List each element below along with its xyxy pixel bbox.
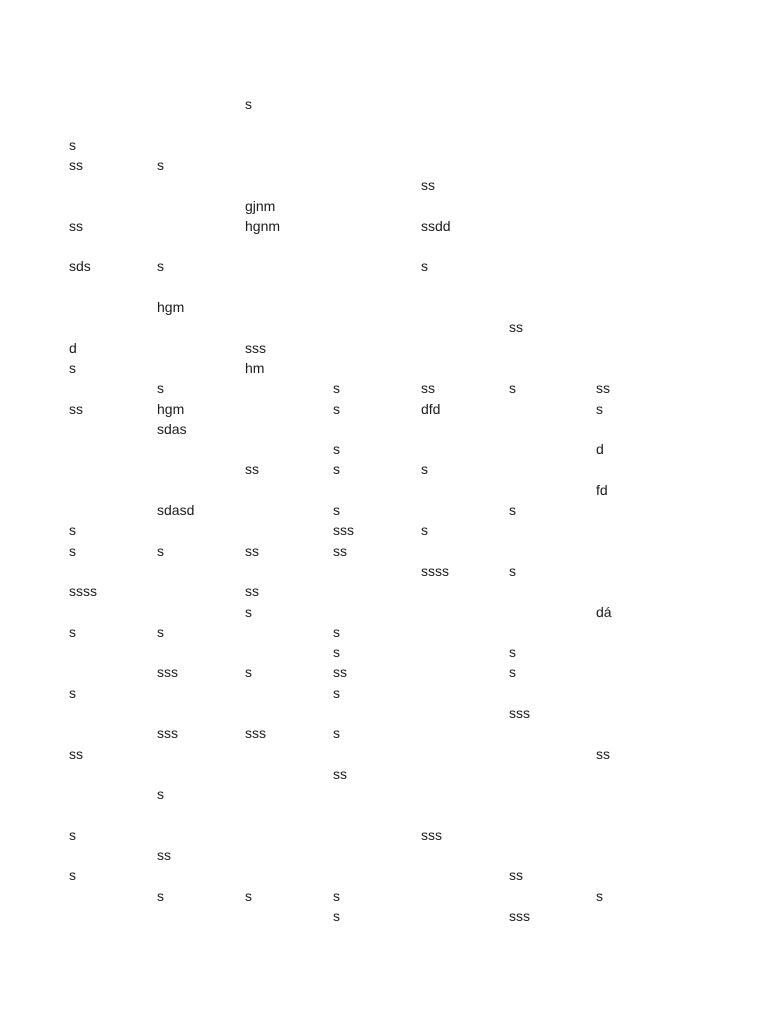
cell-r24-c6: s [509,562,516,579]
cell-r9-c2: s [157,258,164,275]
cell-r33-c1: ss [69,745,83,762]
cell-r13-c3: sss [245,339,266,356]
cell-r22-c5: s [421,522,428,539]
cell-r37-c1: s [69,826,76,843]
cell-r6-c3: gjnm [245,197,276,214]
cell-r7-c1: ss [69,217,83,234]
cell-r35-c2: s [157,786,164,803]
cell-r25-c3: ss [245,583,259,600]
cell-r37-c5: sss [421,826,442,843]
cell-r15-c7: ss [596,380,610,397]
cell-r9-c5: s [421,258,428,275]
cell-r22-c1: s [69,522,76,539]
cell-r31-c6: sss [509,705,530,721]
cell-r29-c4: ss [333,664,347,681]
cell-r9-c1: sds [69,258,91,275]
cell-r7-c5: ssdd [421,217,451,234]
cell-r20-c7: fd [596,481,608,498]
cell-r27-c2: s [157,623,164,640]
cell-r19-c3: ss [245,461,259,478]
cell-r40-c3: s [245,887,252,904]
cell-r33-c7: ss [596,745,610,762]
cell-r40-c2: s [157,887,164,904]
cell-r3-c1: s [69,136,76,153]
cell-r16-c2: hgm [157,400,185,417]
cell-r29-c3: s [245,664,252,681]
cell-r30-c4: s [333,684,340,701]
cell-r14-c3: hm [245,359,265,376]
cell-r21-c4: s [333,502,340,518]
cell-r23-c4: ss [333,542,347,559]
cell-r16-c4: s [333,400,340,417]
cell-r12-c6: ss [509,319,523,336]
cell-r32-c3: sss [245,725,266,742]
cell-r15-c5: ss [421,380,435,397]
cell-r5-c5: ss [421,177,435,194]
cell-r39-c1: s [69,867,76,884]
cell-r19-c5: s [421,461,428,478]
cell-r15-c2: s [157,380,164,397]
cell-r23-c3: ss [245,542,259,559]
cell-r16-c5: dfd [421,400,441,417]
cell-r26-c7: dá [596,603,612,620]
cell-r15-c4: s [333,380,340,397]
cell-r7-c3: hgnm [245,217,281,234]
cell-r21-c2: sdasd [157,502,195,518]
cell-r38-c2: ss [157,847,171,864]
cell-r28-c4: s [333,644,340,661]
cell-r4-c1: ss [69,156,83,173]
cell-r19-c4: s [333,461,340,478]
cell-r22-c4: sss [333,522,354,539]
cell-r32-c2: sss [157,725,178,742]
cell-r17-c2: sdas [157,420,187,437]
cell-r16-c7: s [596,400,603,417]
cell-r18-c7: d [596,441,604,458]
cell-r34-c4: ss [333,765,347,782]
cell-r23-c2: s [157,542,164,559]
cell-r30-c1: s [69,684,76,701]
cell-r39-c6: ss [509,867,523,884]
cell-r32-c4: s [333,725,340,742]
cell-r16-c1: ss [69,400,83,417]
cell-r15-c6: s [509,380,516,397]
cell-r25-c1: ssss [69,583,97,600]
cell-r4-c2: s [157,156,164,173]
cell-r23-c1: s [69,542,76,559]
cell-r11-c2: hgm [157,299,185,315]
cell-r26-c3: s [245,603,252,620]
cell-r13-c1: d [69,339,77,356]
cell-r27-c4: s [333,623,340,640]
cell-r21-c6: s [509,502,516,518]
cell-r29-c6: s [509,664,516,681]
cell-r14-c1: s [69,359,76,376]
cell-r40-c7: s [596,887,603,904]
cell-r28-c6: s [509,644,516,661]
cell-r18-c4: s [333,441,340,458]
cell-r27-c1: s [69,623,76,640]
cell-r41-c4: s [333,908,340,924]
cell-r29-c2: sss [157,664,178,681]
cell-r41-c6: sss [509,908,530,924]
cell-r24-c5: ssss [421,562,449,579]
cell-r1-c3: s [245,96,252,112]
cell-r40-c4: s [333,887,340,904]
